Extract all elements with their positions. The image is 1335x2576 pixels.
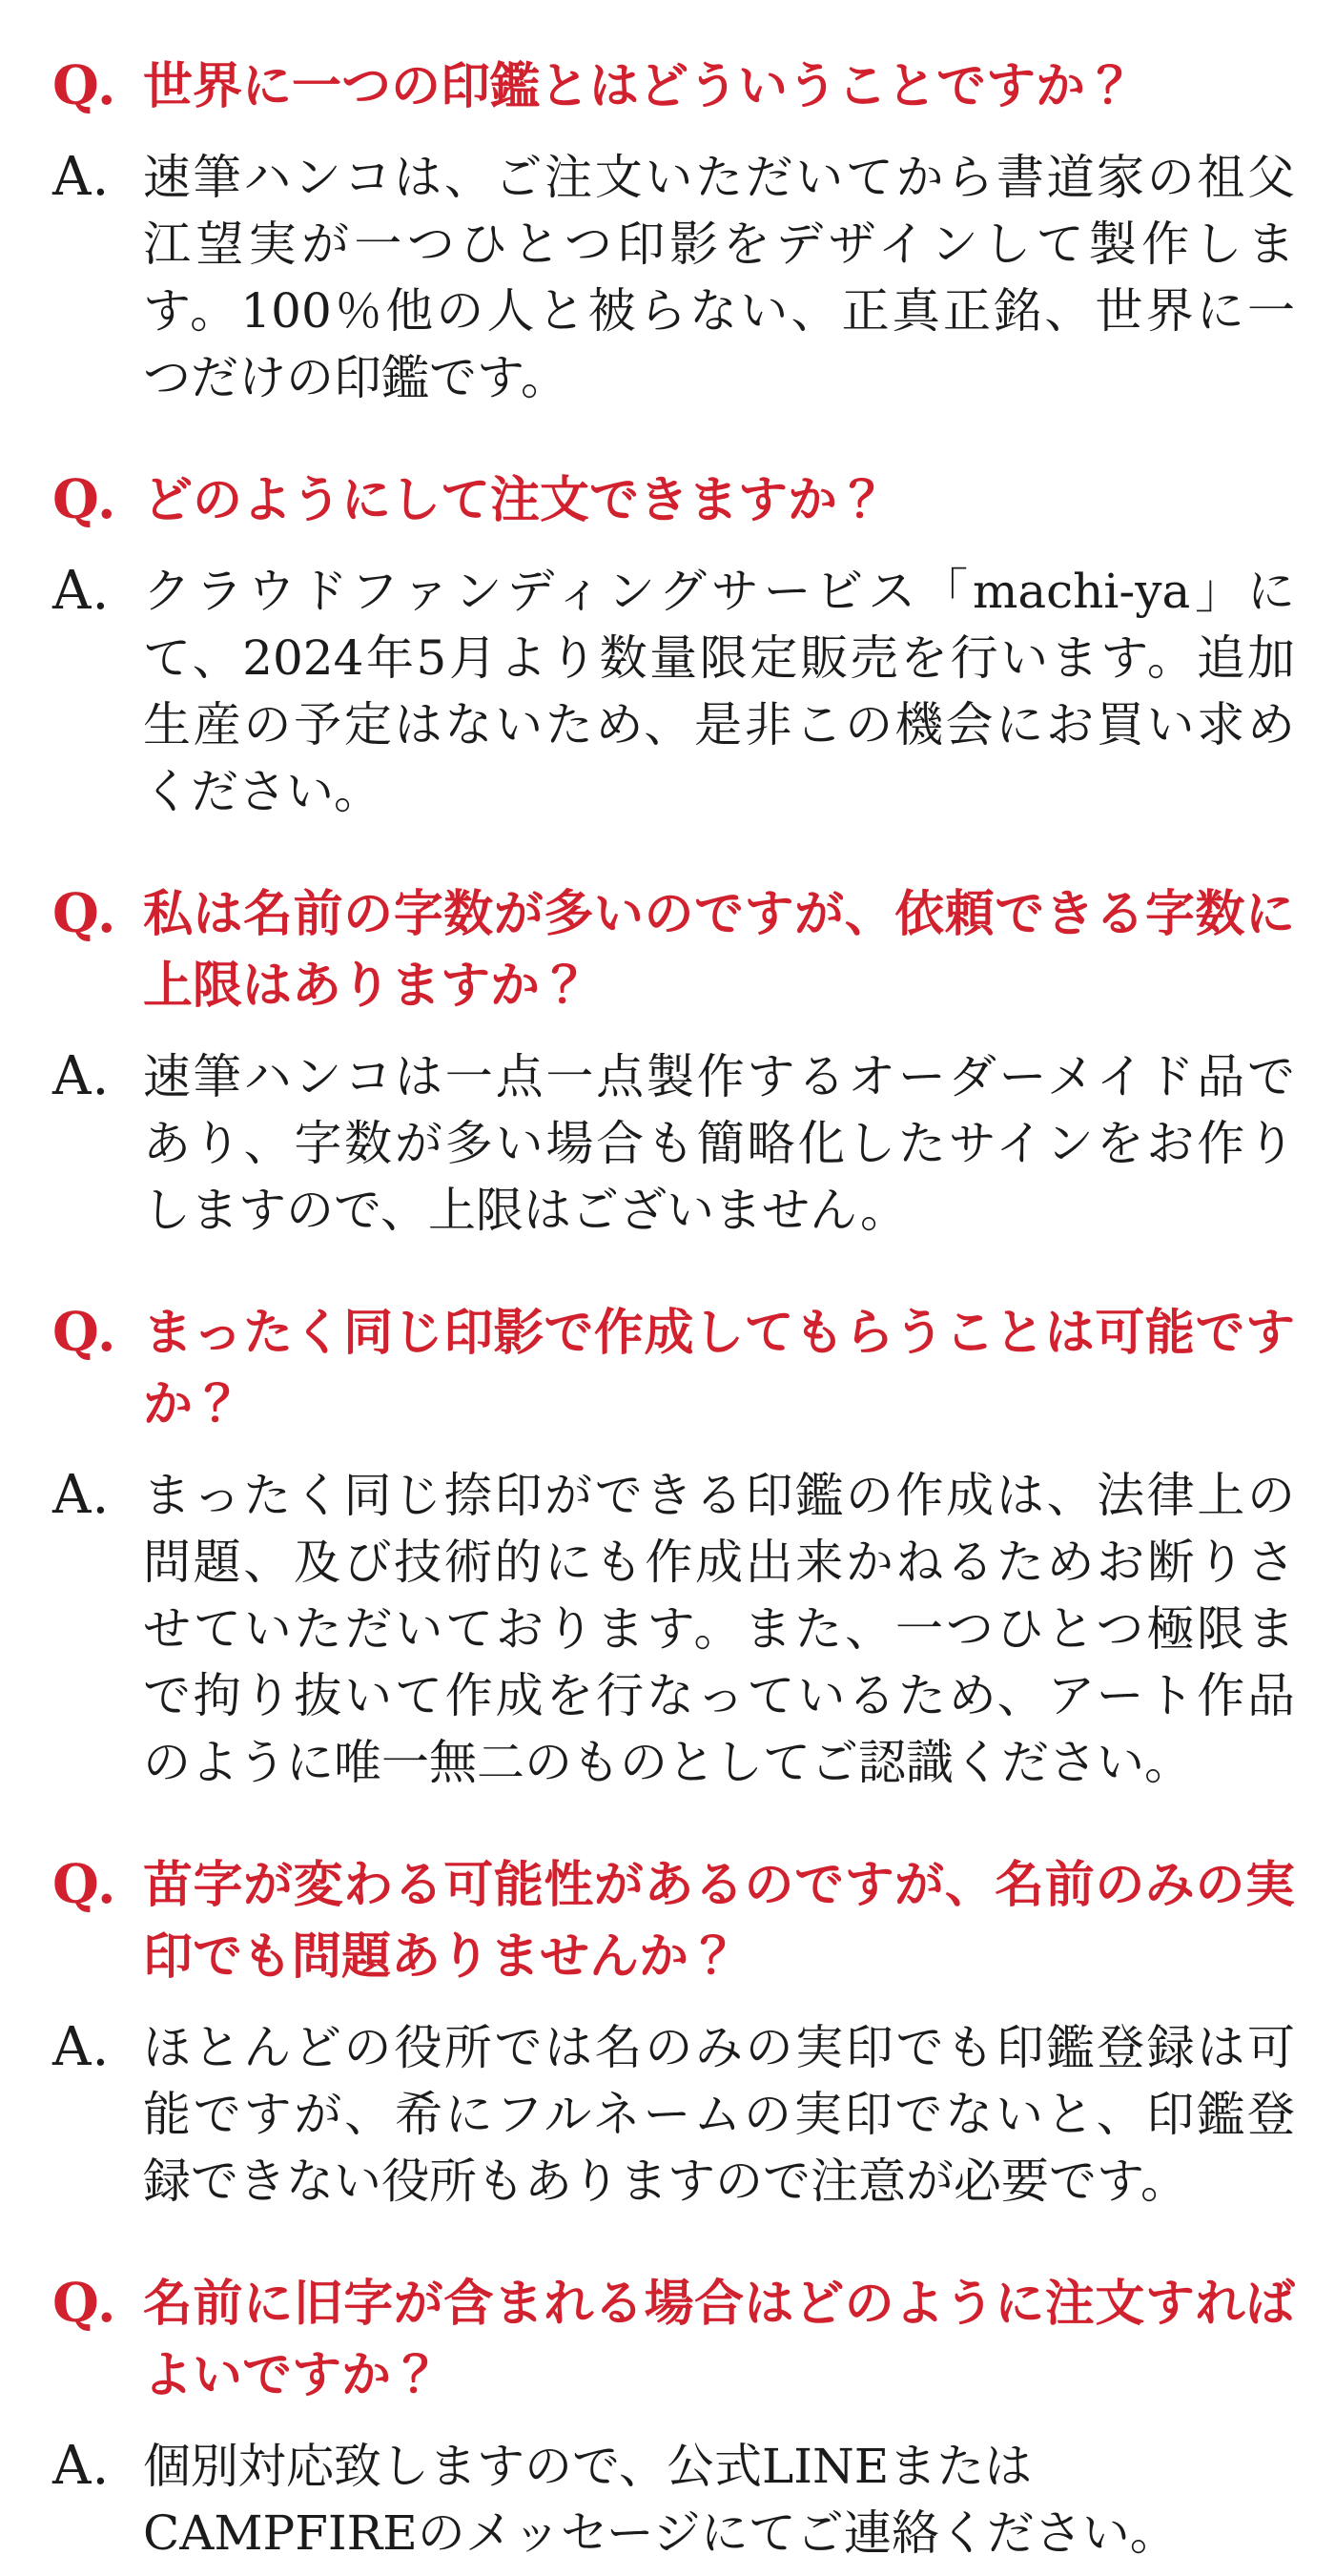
question-line: よいですか？ (143, 2346, 442, 2404)
answer-line: 速筆ハンコは一点一点製作するオーダーメイド品で (143, 1049, 1295, 1104)
answer-line: 個別対応致しますので、公式LINEまたは (143, 2439, 1033, 2494)
question-line: 世界に一つの印鑑とはどういうことですか？ (143, 57, 1136, 115)
answer-line: クラウドファンディングサービス「machi-ya」に (143, 564, 1295, 619)
answer-label: A. (52, 1464, 111, 1526)
answer-line: CAMPFIREのメッセージにてご連絡ください。 (143, 2505, 1178, 2561)
faq-item (52, 51, 1300, 411)
answer-line: 能ですが、希にフルネームの実印でないと、印鑑登 (143, 2087, 1295, 2142)
question-row (52, 2268, 1300, 2411)
answer-row (52, 1462, 1300, 1796)
answer-row (52, 144, 1300, 411)
question-row (52, 51, 1300, 122)
question-label: Q. (52, 468, 117, 531)
answer-row (52, 2433, 1300, 2566)
faq-item (52, 1849, 1300, 2215)
answer-line: 生産の予定はないため、是非この機会にお買い求め (143, 697, 1295, 752)
answer-line: で拘り抜いて作成を行なっているため、アート作品 (143, 1668, 1295, 1723)
answer-row (52, 1043, 1300, 1244)
answer-lines (143, 1043, 1295, 1244)
question-line: か？ (143, 1375, 243, 1433)
question-label: Q. (52, 1853, 117, 1916)
question-line: どのようにして注文できますか？ (143, 471, 888, 529)
question-lines (143, 2268, 1295, 2411)
question-label: Q. (52, 882, 117, 945)
question-row (52, 878, 1300, 1021)
answer-line: す。100％他の人と被らない、正真正銘、世界に一 (143, 283, 1295, 339)
question-lines (143, 464, 1295, 536)
answer-line: 録できない役所もありますので注意が必要です。 (143, 2154, 1188, 2209)
question-row (52, 1849, 1300, 1992)
answer-line: 問題、及び技術的にも作成出来かねるためお断りさ (143, 1535, 1295, 1590)
answer-label: A. (52, 2435, 111, 2497)
answer-lines (143, 2433, 1295, 2566)
answer-lines (143, 2014, 1295, 2215)
question-line: 苗字が変わる可能性があるのですが、名前のみの実 (143, 1856, 1295, 1914)
answer-label: A. (52, 2016, 111, 2078)
question-line: 印でも問題ありませんか？ (143, 1927, 739, 1986)
faq-item (52, 464, 1300, 825)
answer-line: ほとんどの役所では名のみの実印でも印鑑登録は可 (143, 2020, 1295, 2075)
answer-row (52, 2014, 1300, 2215)
answer-line: ください。 (143, 764, 381, 819)
answer-line: まったく同じ捺印ができる印鑑の作成は、法律上の (143, 1468, 1295, 1523)
faq-item (52, 1297, 1300, 1796)
faq-item (52, 878, 1300, 1244)
question-row (52, 464, 1300, 536)
answer-line: 速筆ハンコは、ご注文いただいてから書道家の祖父 (143, 150, 1295, 205)
answer-line: 江望実が一つひとつ印影をデザインして製作しま (143, 216, 1295, 272)
question-line: 名前に旧字が含まれる場合はどのように注文すれば (143, 2275, 1295, 2333)
question-label: Q. (52, 1301, 117, 1364)
question-lines (143, 1297, 1295, 1440)
question-lines (143, 51, 1295, 122)
answer-line: のように唯一無二のものとしてご認識ください。 (143, 1735, 1192, 1790)
answer-line: しますので、上限はございません。 (143, 1183, 908, 1238)
answer-row (52, 558, 1300, 825)
question-line: まったく同じ印影で作成してもらうことは可能です (143, 1304, 1295, 1362)
question-lines (143, 878, 1295, 1021)
question-row (52, 1297, 1300, 1440)
answer-label: A. (52, 1045, 111, 1107)
question-line: 私は名前の字数が多いのですが、依頼できる字数に (143, 885, 1295, 943)
answer-label: A. (52, 146, 111, 208)
answer-line: つだけの印鑑です。 (143, 350, 568, 405)
answer-line: あり、字数が多い場合も簡略化したサインをお作り (143, 1116, 1295, 1171)
answer-lines (143, 1462, 1295, 1796)
answer-line: せていただいております。また、一つひとつ極限ま (143, 1601, 1295, 1657)
question-lines (143, 1849, 1295, 1992)
answer-line: て、2024年5月より数量限定販売を行います。追加 (143, 630, 1295, 686)
question-label: Q. (52, 2272, 117, 2335)
answer-label: A. (52, 560, 111, 622)
answer-lines (143, 558, 1295, 825)
question-line: 上限はありますか？ (143, 957, 590, 1015)
answer-lines (143, 144, 1295, 411)
faq-item (52, 2268, 1300, 2566)
question-label: Q. (52, 54, 117, 117)
